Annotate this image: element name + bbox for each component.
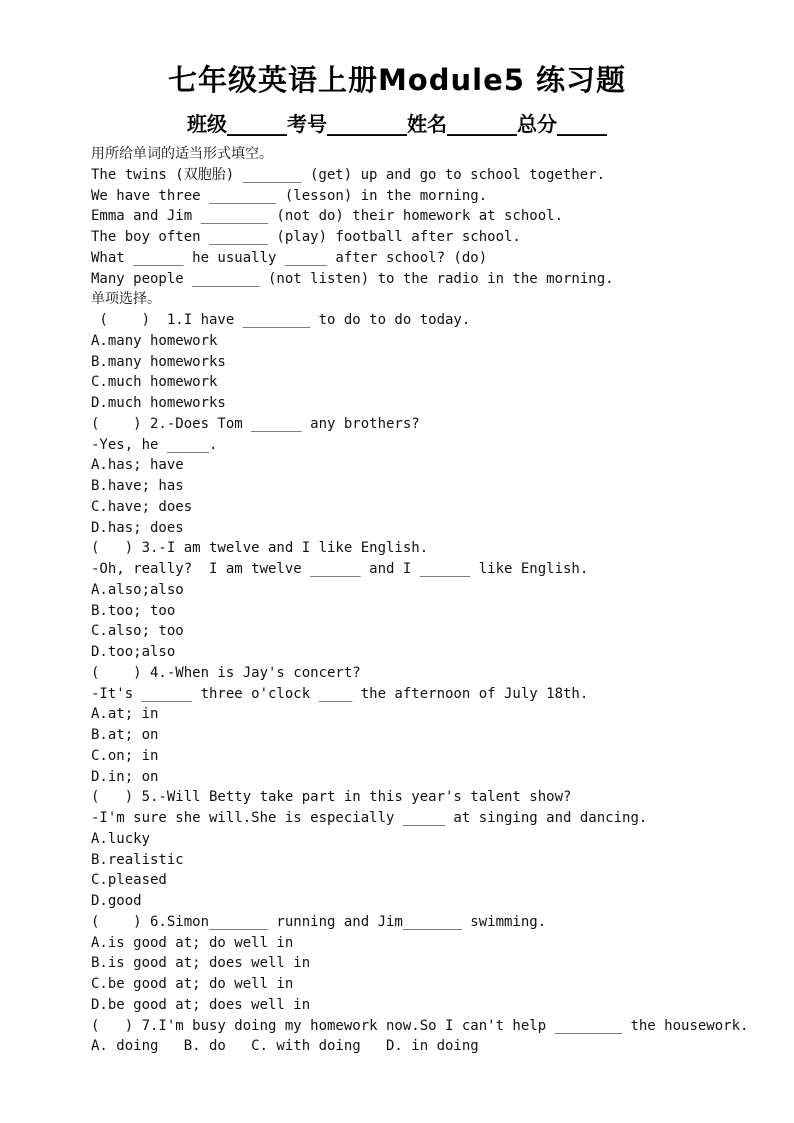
answer-option: D.good bbox=[91, 893, 142, 909]
answer-option: A.has; have bbox=[91, 457, 184, 474]
question-stem: -Oh, really? I am twelve ______ and I ______ like English. bbox=[91, 561, 589, 577]
answer-option: A.also;also bbox=[91, 581, 184, 598]
answer-option: A.lucky bbox=[91, 830, 151, 847]
worksheet-title: 七年级英语上册Module5 练习题 bbox=[167, 63, 627, 97]
answer-options-inline: A. doing B. do C. with doing D. in doing bbox=[91, 1038, 479, 1055]
question-stem: ( ) 4.-When is Jay's concert? bbox=[91, 664, 361, 681]
answer-option: B.at; on bbox=[91, 727, 159, 743]
answer-option: B.realistic bbox=[91, 851, 184, 868]
answer-option: D.too;also bbox=[91, 644, 176, 660]
question-stem: ( ) 3.-I am twelve and I like English. bbox=[91, 540, 429, 557]
fill-in-item: We have three ________ (lesson) in the morning. bbox=[91, 187, 488, 204]
answer-option: D.in; on bbox=[91, 768, 159, 785]
answer-option: C.have; does bbox=[91, 498, 193, 515]
fill-in-item: Emma and Jim ________ (not do) their homework at school. bbox=[91, 208, 564, 225]
answer-option: A.many homework bbox=[91, 332, 218, 349]
answer-option: C.pleased bbox=[91, 872, 167, 889]
answer-option: A.is good at; do well in bbox=[91, 934, 294, 951]
answer-option: D.much homeworks bbox=[91, 395, 226, 411]
fill-in-item: The twins (双胞胎) _______ (get) up and go to school together. bbox=[91, 166, 606, 183]
question-stem: ( ) 5.-Will Betty take part in this year's talent show? bbox=[91, 789, 572, 806]
student-info-line: 班级______考号________姓名_______总分_____ bbox=[187, 112, 607, 136]
question-stem: ( ) 1.I have ________ to do to do today. bbox=[91, 312, 471, 328]
answer-option: D.has; does bbox=[91, 519, 184, 536]
answer-option: A.at; in bbox=[91, 706, 159, 723]
fill-in-item: What ______ he usually _____ after school? (do) bbox=[91, 249, 488, 266]
fill-in-item: Many people ________ (not listen) to the radio in the morning. bbox=[91, 270, 614, 287]
answer-option: C.be good at; do well in bbox=[91, 976, 294, 992]
answer-option: C.much homework bbox=[91, 374, 218, 391]
question-stem: ( ) 7.I'm busy doing my homework now.So I can't help ________ the housework. bbox=[91, 1017, 749, 1034]
answer-option: B.is good at; does well in bbox=[91, 955, 311, 972]
answer-option: B.have; has bbox=[91, 478, 184, 494]
question-stem: -It's ______ three o'clock ____ the afternoon of July 18th. bbox=[91, 685, 589, 702]
question-stem: ( ) 6.Simon_______ running and Jim_______ swimming. bbox=[91, 913, 547, 930]
section-heading-fill-in: 用所给单词的适当形式填空。 bbox=[91, 146, 273, 162]
answer-option: C.also; too bbox=[91, 623, 184, 640]
answer-option: B.many homeworks bbox=[91, 353, 226, 370]
question-stem: -Yes, he _____. bbox=[91, 436, 218, 453]
section-heading-multiple-choice: 单项选择。 bbox=[91, 291, 161, 308]
answer-option: D.be good at; does well in bbox=[91, 996, 311, 1013]
answer-option: C.on; in bbox=[91, 747, 159, 764]
question-stem: ( ) 2.-Does Tom ______ any brothers? bbox=[91, 415, 420, 432]
fill-in-item: The boy often _______ (play) football after school. bbox=[91, 229, 521, 245]
question-stem: -I'm sure she will.She is especially _____ at singing and dancing. bbox=[91, 810, 648, 826]
answer-option: B.too; too bbox=[91, 602, 176, 619]
worksheet-body bbox=[91, 144, 781, 1057]
